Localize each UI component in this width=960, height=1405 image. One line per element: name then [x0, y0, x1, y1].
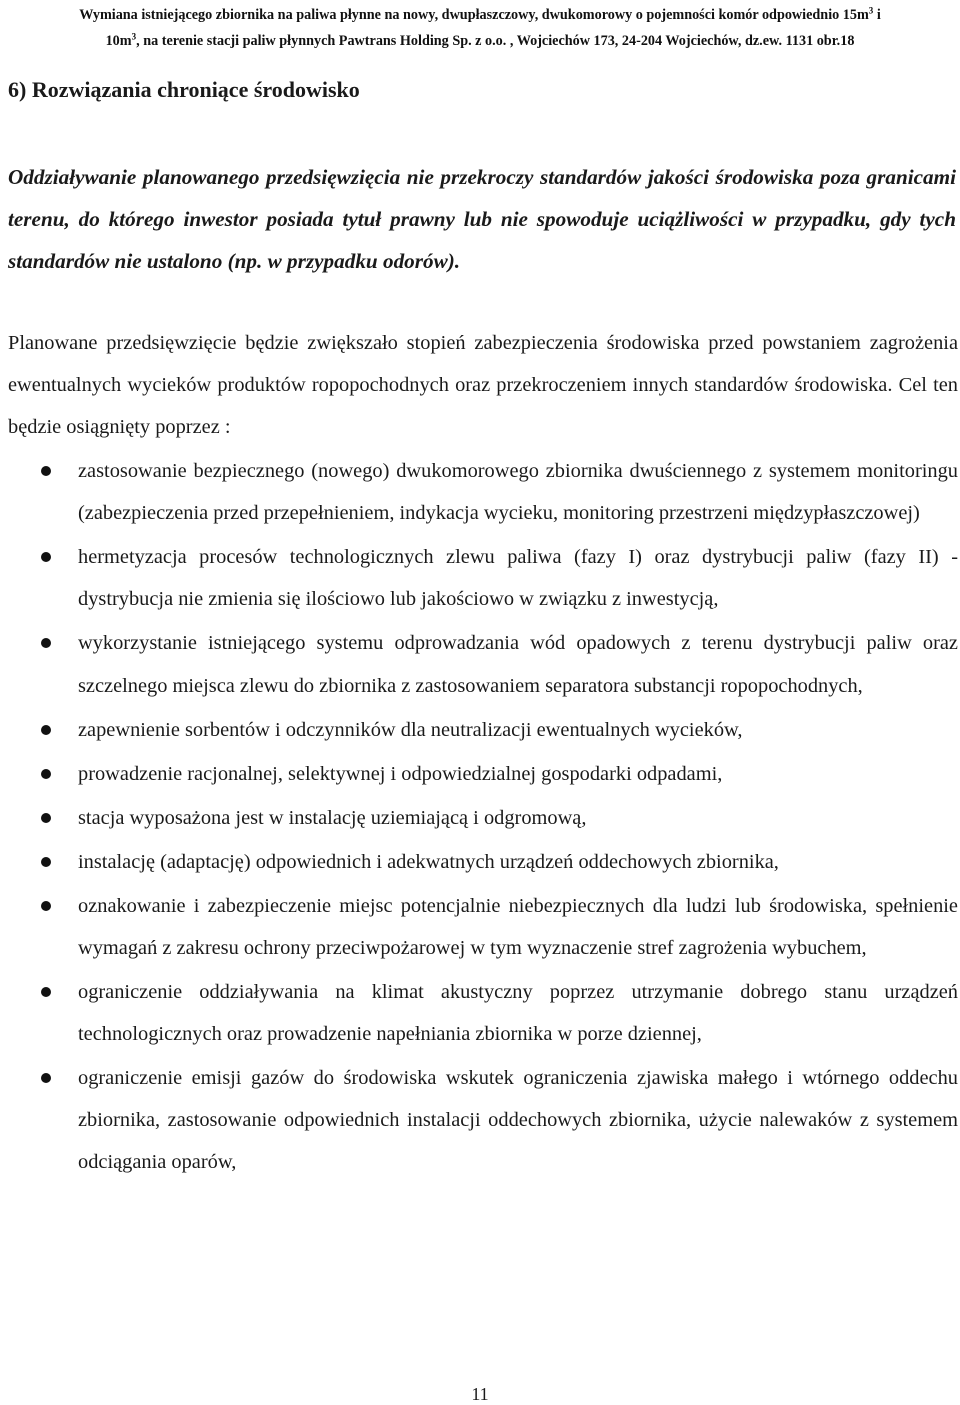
- header-line-1: [0, 2, 960, 28]
- list-item: [0, 536, 958, 620]
- bullet-icon: [41, 466, 51, 476]
- bullet-icon: [41, 813, 51, 823]
- bullet-icon: [41, 1073, 51, 1083]
- bullet-icon: [41, 901, 51, 911]
- bullet-icon: [41, 857, 51, 867]
- page-number: 11: [471, 1384, 489, 1404]
- bullet-icon: [41, 552, 51, 562]
- list-item-text: zapewnienie sorbentów i odczynników dla neutralizacji ewentualnych wycieków,: [78, 718, 743, 741]
- bullet-icon: [41, 769, 51, 779]
- list-item: [0, 885, 958, 969]
- list-item-text: instalację (adaptację) odpowiednich i adekwatnych urządzeń oddechowych zbiornika,: [78, 850, 779, 873]
- body-paragraph: Planowane przedsięwzięcie będzie zwiększało stopień zabezpieczenia środowiska przed powstaniem zagrożenia ewentualnych wycieków produktów ropopochodnych oraz przekroczeniem innych standardów środowiska. Cel ten będzie osiągnięty poprzez :: [8, 332, 958, 438]
- bullet-icon: [41, 638, 51, 648]
- header-line-2: [0, 28, 960, 54]
- header-line-2-start: 10m: [105, 33, 132, 49]
- superscript-3: 3: [868, 5, 874, 16]
- list-item: [0, 622, 958, 706]
- list-item: [0, 1057, 958, 1184]
- intro-paragraph: Oddziaływanie planowanego przedsięwzięcia nie przekroczy standardów jakości środowiska poza granicami terenu, do którego inwestor posiada tytuł prawny lub nie spowoduje uciążliwości w przypadku, gdy tych standardów nie ustalono (np. w przypadku odorów).: [8, 165, 956, 273]
- header-line-1-end: i: [873, 7, 881, 23]
- list-item-text: wykorzystanie istniejącego systemu odprowadzania wód opadowych z terenu dystrybucji paliw oraz szczelnego miejsca zlewu do zbiornika z zastosowaniem separatora substancji ropopochodnych,: [78, 632, 958, 697]
- list-item-text: zastosowanie bezpiecznego (nowego) dwukomorowego zbiornika dwuściennego z systemem monitoringu (zabezpieczenia przed przepełnieniem, indykacja wycieku, monitoring przestrzeni międzypłaszczowej): [78, 460, 958, 525]
- list-item-text: prowadzenie racjonalnej, selektywnej i odpowiedzialnej gospodarki odpadami,: [78, 762, 723, 785]
- list-item-text: stacja wyposażona jest w instalację uziemiającą i odgromową,: [78, 806, 587, 829]
- list-item-text: oznakowanie i zabezpieczenie miejsc potencjalnie niebezpiecznych dla ludzi lub środowiska, spełnienie wymagań z zakresu ochrony przeciwpożarowej w tym wyznaczenie stref zagrożenia wybuchem,: [78, 894, 958, 959]
- list-item-text: hermetyzacja procesów technologicznych zlewu paliwa (fazy I) oraz dystrybucji paliw (fazy II) - dystrybucja nie zmienia się ilościowo lub jakościowo w związku z inwestycją,: [78, 546, 958, 611]
- header-line-2-text: , na terenie stacji paliw płynnych Pawtrans Holding Sp. z o.o. , Wojciechów 173, 24-204 Wojciechów, dz.ew. 1131 obr.18: [136, 33, 855, 49]
- list-item-text: ograniczenie emisji gazów do środowiska wskutek ograniczenia zjawiska małego i wtórnego oddechu zbiornika, zastosowanie odpowiednich instalacji oddechowych zbiornika, użycie nalewaków z systemem odciągania oparów,: [78, 1067, 958, 1174]
- list-item-text: ograniczenie oddziaływania na klimat akustyczny poprzez utrzymanie dobrego stanu urządzeń technologicznych oraz prowadzenie napełniania zbiornika w porze dziennej,: [78, 980, 958, 1046]
- header-line-1-text: Wymiana istniejącego zbiornika na paliwa płynne na nowy, dwupłaszczowy, dwukomorowy o pojemności komór odpowiednio 15m: [79, 7, 869, 23]
- list-item: [0, 797, 958, 839]
- list-item: [0, 971, 958, 1055]
- bullet-icon: [41, 987, 51, 997]
- bullet-icon: [41, 725, 51, 735]
- measures-list: [0, 450, 960, 1185]
- list-item: [0, 450, 958, 534]
- superscript-3: 3: [131, 31, 137, 42]
- list-item: [0, 709, 958, 751]
- list-item: [0, 753, 958, 795]
- section-title: 6) Rozwiązania chroniące środowisko: [8, 77, 360, 102]
- document-header: [0, 2, 960, 54]
- list-item: [0, 841, 958, 883]
